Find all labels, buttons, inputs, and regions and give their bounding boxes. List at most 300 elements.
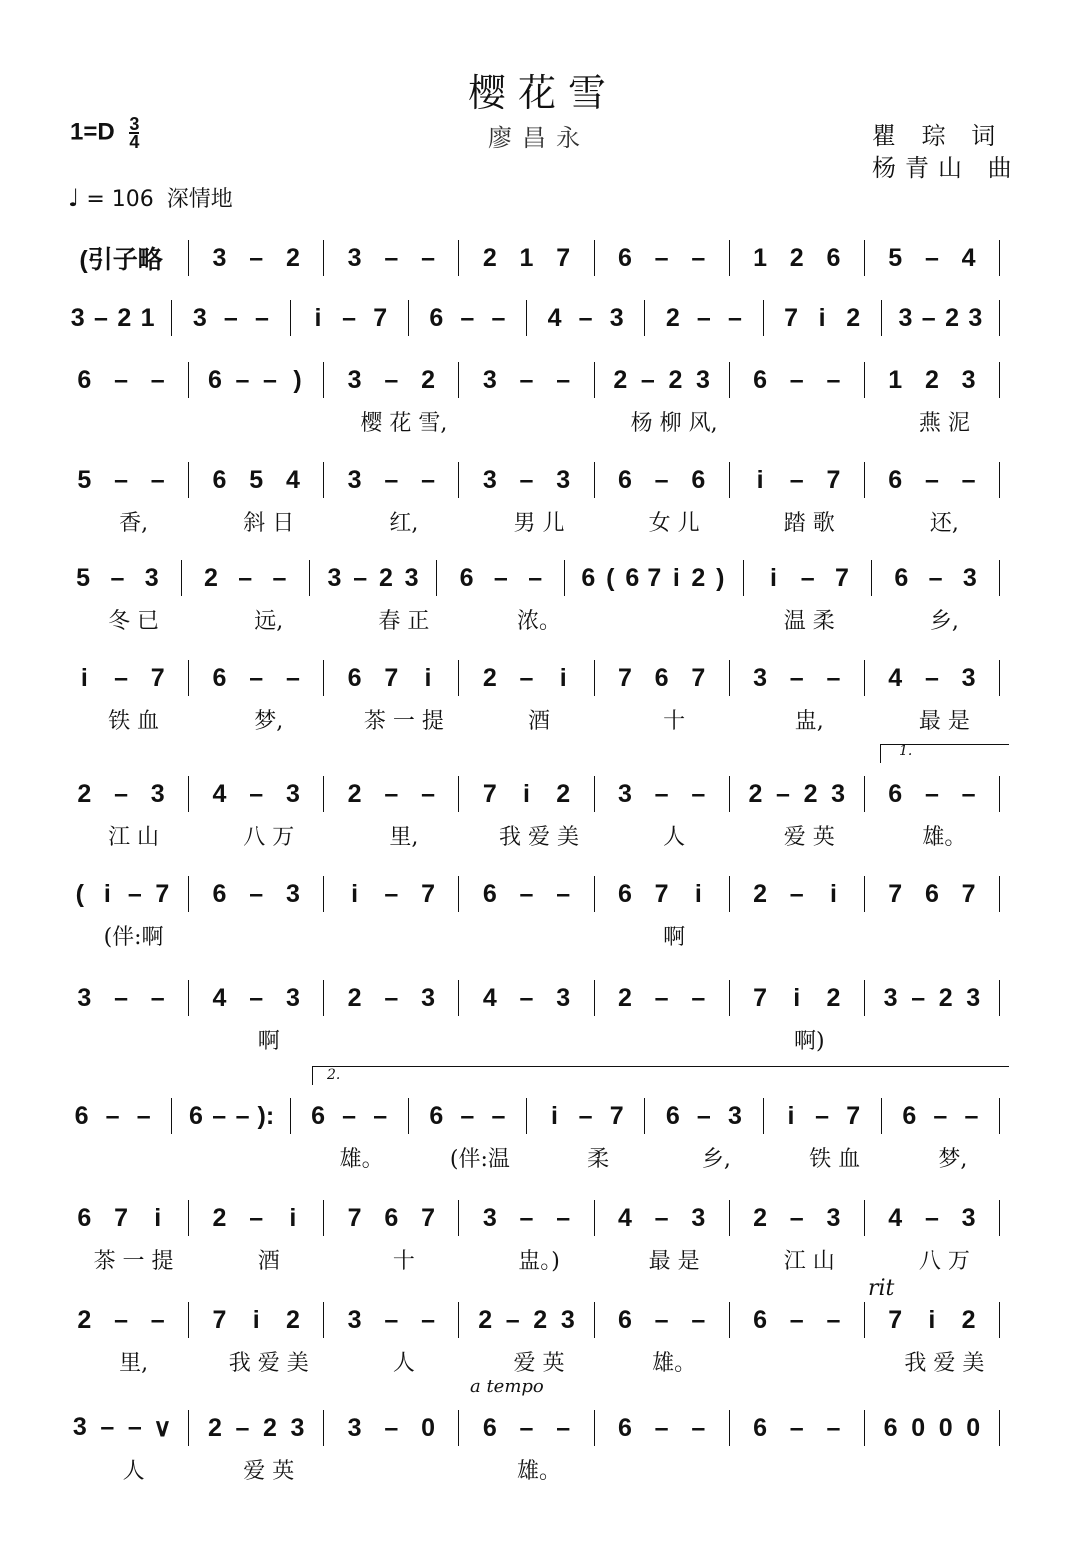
measure xyxy=(66,240,176,276)
note: 7 xyxy=(482,779,497,808)
measure xyxy=(201,1204,311,1233)
note: 6 xyxy=(482,879,497,908)
note: 6 xyxy=(894,563,909,592)
score-line xyxy=(66,358,1012,402)
note: i xyxy=(694,879,702,908)
bar-line xyxy=(999,1410,1000,1446)
note: 2 xyxy=(347,779,362,808)
note: 2 xyxy=(556,779,571,808)
note: – xyxy=(924,243,939,272)
note: – xyxy=(654,1413,669,1442)
note: – xyxy=(235,365,250,394)
measure xyxy=(877,780,987,809)
tempo-expression: 深情地 xyxy=(166,187,233,212)
note: 3 xyxy=(961,663,976,692)
note: 2 xyxy=(207,1413,222,1442)
note: – xyxy=(961,465,976,494)
note: 7 xyxy=(784,303,798,332)
measure xyxy=(607,984,717,1013)
note: – xyxy=(654,779,669,808)
bar-line xyxy=(729,240,730,276)
note: 7 xyxy=(846,1101,861,1130)
note: – xyxy=(519,983,534,1012)
measure xyxy=(742,880,852,909)
note: 6 xyxy=(311,1101,325,1130)
note: 6 xyxy=(753,1305,767,1334)
note: – xyxy=(691,1413,706,1442)
note: – xyxy=(263,365,277,394)
bar-line xyxy=(408,1098,409,1134)
measure xyxy=(607,664,717,693)
notes-row xyxy=(66,656,1012,700)
note: 7 xyxy=(888,879,903,908)
note: 2 xyxy=(204,563,218,592)
note: i xyxy=(424,663,432,692)
lyric: 啊) xyxy=(793,1029,825,1054)
bar-line xyxy=(188,776,189,812)
measure xyxy=(776,1102,869,1131)
score-line xyxy=(66,1406,1012,1450)
measure xyxy=(66,1413,176,1443)
bar-line xyxy=(729,1410,730,1446)
lyric: 爱 英 xyxy=(243,1459,295,1484)
bar-line xyxy=(729,980,730,1016)
bar-line xyxy=(594,980,595,1016)
note: 5 xyxy=(77,465,92,494)
note: 0 xyxy=(911,1413,926,1442)
note: – xyxy=(342,1101,357,1130)
note: i xyxy=(289,1203,297,1232)
note: 1 xyxy=(140,303,155,332)
lyric: 雄。 xyxy=(652,1351,697,1376)
measure xyxy=(877,466,987,495)
note: 3 xyxy=(560,1305,575,1334)
measure xyxy=(336,664,446,693)
lyric xyxy=(336,1454,471,1485)
measure xyxy=(201,466,311,495)
bar-line xyxy=(458,776,459,812)
bar-line xyxy=(594,1410,595,1446)
bar-line xyxy=(999,560,1000,596)
note: – xyxy=(654,1203,669,1232)
note: 5 xyxy=(888,243,903,272)
lyric xyxy=(877,1024,1012,1055)
bar-line xyxy=(999,876,1000,912)
note: 3 xyxy=(961,365,976,394)
note: – xyxy=(519,663,534,692)
note: i xyxy=(522,779,530,808)
lyric xyxy=(336,920,471,951)
note: – xyxy=(249,779,264,808)
note: – xyxy=(238,563,253,592)
lyric: 里, xyxy=(119,1351,149,1376)
note: 2 xyxy=(789,243,804,272)
lyric: 女 儿 xyxy=(648,511,700,536)
bar-line xyxy=(864,1410,865,1446)
note: – xyxy=(249,983,264,1012)
measure xyxy=(201,880,311,909)
lyrics-row xyxy=(66,820,1012,851)
note: 3 xyxy=(192,303,207,332)
bar-line xyxy=(729,660,730,696)
bar-line xyxy=(323,462,324,498)
measure xyxy=(877,244,987,273)
measure xyxy=(336,366,446,395)
measure xyxy=(421,304,514,333)
lyric: 啊 xyxy=(663,925,686,950)
notes-row xyxy=(66,772,1012,816)
note: 6 xyxy=(617,243,632,272)
lyric: 爱 英 xyxy=(783,825,835,850)
note: 2 xyxy=(924,365,939,394)
measure xyxy=(471,984,581,1013)
score-line xyxy=(66,656,1012,700)
note: – xyxy=(114,1305,128,1334)
a-tempo-marking: a tempo xyxy=(470,1376,544,1397)
note: – xyxy=(114,663,128,692)
note: – xyxy=(384,779,399,808)
note: 2 xyxy=(753,879,767,908)
note: – xyxy=(421,243,435,272)
note: – xyxy=(127,879,142,908)
lyric: 江 山 xyxy=(783,1249,835,1274)
note: – xyxy=(519,365,534,394)
note: 2 xyxy=(482,663,497,692)
measure xyxy=(184,1102,277,1131)
note: 3 xyxy=(347,365,362,394)
lyric: 斜 日 xyxy=(243,511,295,536)
bar-line xyxy=(188,980,189,1016)
note: – xyxy=(285,663,300,692)
note: – xyxy=(110,563,125,592)
note: – xyxy=(249,1203,264,1232)
note: 3 xyxy=(285,879,300,908)
note: – xyxy=(384,465,399,494)
note: – xyxy=(114,465,128,494)
bar-line xyxy=(323,1302,324,1338)
note: 3 xyxy=(883,983,898,1012)
note: – xyxy=(556,1203,571,1232)
note: 6 xyxy=(902,1101,917,1130)
lyric xyxy=(184,1142,302,1173)
note: 3 xyxy=(290,1413,305,1442)
note: 6 xyxy=(188,1101,203,1130)
key-label: 1=D xyxy=(70,118,115,146)
note: i xyxy=(252,1305,260,1334)
measure xyxy=(201,1306,311,1335)
measure xyxy=(877,984,987,1013)
note: – xyxy=(491,303,506,332)
bar-line xyxy=(743,560,744,596)
note: 7 xyxy=(691,663,706,692)
note: 3 xyxy=(898,303,913,332)
note: 3 xyxy=(962,563,977,592)
note: i xyxy=(80,663,88,692)
lyric: 酒 xyxy=(527,709,550,734)
bar-line xyxy=(309,560,310,596)
measure xyxy=(66,984,176,1013)
lyric: 冬 已 xyxy=(108,609,160,634)
bar-line xyxy=(729,1302,730,1338)
note: i xyxy=(818,303,826,332)
measure xyxy=(884,564,987,593)
time-signature xyxy=(129,116,139,150)
lyric: 樱 花 雪, xyxy=(360,411,448,436)
note: – xyxy=(114,365,128,394)
lyric: 燕 泥 xyxy=(918,411,970,436)
bar-line xyxy=(729,1200,730,1236)
score-line xyxy=(66,1196,1012,1240)
notes-row xyxy=(66,1406,1012,1450)
measure xyxy=(607,366,717,395)
score-line xyxy=(66,556,1012,600)
measure xyxy=(184,304,277,333)
note: 3 xyxy=(347,465,362,494)
note: – xyxy=(493,563,508,592)
note: – xyxy=(928,563,943,592)
lyric: 我 爱 美 xyxy=(498,825,579,850)
measure xyxy=(336,984,446,1013)
bar-line xyxy=(864,876,865,912)
note: 7 xyxy=(347,1203,362,1232)
lyric xyxy=(66,1142,184,1173)
note: – xyxy=(789,365,804,394)
note: – xyxy=(235,1413,250,1442)
measure xyxy=(742,244,852,273)
lyric xyxy=(877,1454,1012,1485)
bar-line xyxy=(999,362,1000,398)
note: – xyxy=(789,663,804,692)
notes-row xyxy=(66,358,1012,402)
bar-line xyxy=(999,1200,1000,1236)
measure xyxy=(471,244,581,273)
lyricist: 瞿 琮 词 xyxy=(872,122,1005,150)
note: – xyxy=(654,1305,669,1334)
note: – xyxy=(384,983,399,1012)
measure xyxy=(336,466,446,495)
bar-line xyxy=(171,1098,172,1134)
note: – xyxy=(342,303,357,332)
note: 6 xyxy=(207,365,222,394)
note: – xyxy=(384,243,399,272)
note: – xyxy=(911,983,926,1012)
note: 7 xyxy=(155,879,170,908)
lyrics-row xyxy=(66,920,1012,951)
note: ∨ xyxy=(153,1414,172,1442)
lyric: 杨 柳 风, xyxy=(630,411,718,436)
volta-2-label: 2. xyxy=(327,1067,341,1083)
volta-1-bracket xyxy=(880,744,1009,763)
lyric: 最 是 xyxy=(918,709,970,734)
note: 6 xyxy=(617,1305,632,1334)
lyric xyxy=(607,1024,742,1055)
note: 3 xyxy=(150,779,165,808)
note: 1 xyxy=(753,243,767,272)
note: i xyxy=(559,663,567,692)
note: – xyxy=(640,365,655,394)
note: i xyxy=(793,983,801,1012)
measure xyxy=(201,1414,311,1443)
note: – xyxy=(460,303,475,332)
lyric: 踏 歌 xyxy=(783,511,835,536)
lyric: 香, xyxy=(119,511,149,536)
lyrics-row xyxy=(66,406,1012,437)
note: – xyxy=(491,1101,506,1130)
rit-marking: rit xyxy=(868,1276,895,1301)
note: – xyxy=(421,1305,435,1334)
note: 3 xyxy=(347,1305,362,1334)
lyric: 温 柔 xyxy=(783,609,835,634)
note: 2 xyxy=(263,1413,277,1442)
bar-line xyxy=(999,776,1000,812)
note: 7 xyxy=(654,879,669,908)
note: 3 xyxy=(617,779,632,808)
note: – xyxy=(114,779,128,808)
note: 4 xyxy=(961,243,976,272)
note: – xyxy=(921,303,936,332)
bar-line xyxy=(729,462,730,498)
note: 4 xyxy=(617,1203,632,1232)
bar-line xyxy=(526,300,527,336)
measure xyxy=(201,984,311,1013)
note: 3 xyxy=(327,563,342,592)
note: 2 xyxy=(378,563,393,592)
lyrics-row xyxy=(66,604,1012,635)
note: 7 xyxy=(556,243,571,272)
lyric xyxy=(66,1024,201,1055)
note: 4 xyxy=(888,1203,903,1232)
note: 2 xyxy=(533,1305,548,1334)
measure xyxy=(742,466,852,495)
note: – xyxy=(578,1101,593,1130)
note: – xyxy=(519,879,534,908)
note: – xyxy=(789,1203,804,1232)
lyric: (伴:温 xyxy=(449,1147,510,1172)
note: 3 xyxy=(556,465,571,494)
note: – xyxy=(826,663,841,692)
lyric: 盅, xyxy=(794,709,824,734)
note: 2 xyxy=(478,1305,493,1334)
lyric xyxy=(742,406,877,437)
lyric: 铁 血 xyxy=(809,1147,861,1172)
note: i xyxy=(314,303,322,332)
measure xyxy=(201,664,311,693)
bar-line xyxy=(188,240,189,276)
bar-line xyxy=(323,1200,324,1236)
note: 7 xyxy=(373,303,388,332)
note: 7 xyxy=(753,983,767,1012)
volta-1-label: 1. xyxy=(899,743,913,759)
bar-line xyxy=(290,1098,291,1134)
note: – xyxy=(249,663,264,692)
measure xyxy=(471,1414,581,1443)
bar-line xyxy=(594,240,595,276)
lyrics-row xyxy=(66,506,1012,537)
lyric xyxy=(877,920,1012,951)
bar-line xyxy=(323,876,324,912)
measure xyxy=(539,1102,632,1131)
bar-line xyxy=(458,362,459,398)
score-line xyxy=(66,772,1012,816)
measure xyxy=(471,1204,581,1233)
bar-line xyxy=(729,362,730,398)
note: 6 xyxy=(77,365,92,394)
measure xyxy=(894,1102,987,1131)
lyric xyxy=(471,920,606,951)
lyric xyxy=(742,1454,877,1485)
measure xyxy=(539,304,632,333)
note: 2 xyxy=(945,303,959,332)
note: i xyxy=(154,1203,162,1232)
bar-line xyxy=(729,776,730,812)
bar-line xyxy=(188,462,189,498)
bar-line xyxy=(323,240,324,276)
lyric: 酒 xyxy=(257,1249,280,1274)
lyric xyxy=(201,406,336,437)
note: 3 xyxy=(968,303,983,332)
lyric: 乡, xyxy=(929,609,959,634)
note: – xyxy=(519,465,534,494)
measure xyxy=(66,1204,176,1233)
bar-line xyxy=(594,462,595,498)
time-sig-bottom: 4 xyxy=(129,132,140,152)
note: i xyxy=(769,563,777,592)
note: 3 xyxy=(691,1203,706,1232)
bar-line xyxy=(864,362,865,398)
lyric xyxy=(742,920,877,951)
measure xyxy=(877,366,987,395)
note: 7 xyxy=(114,1203,128,1232)
note: ) xyxy=(293,365,302,394)
bar-line xyxy=(864,1302,865,1338)
note: 0 xyxy=(421,1413,435,1442)
bar-line xyxy=(644,1098,645,1134)
measure xyxy=(66,304,159,333)
measure xyxy=(66,466,176,495)
bar-line xyxy=(188,1410,189,1446)
song-title: 樱花雪 xyxy=(468,71,619,115)
score-line xyxy=(66,1094,1012,1138)
note: 2 xyxy=(753,1203,767,1232)
lyric: 远, xyxy=(254,609,284,634)
note: 2 xyxy=(77,1305,92,1334)
note: 6 xyxy=(826,243,841,272)
note: 7 xyxy=(647,563,662,592)
bar-line xyxy=(458,1200,459,1236)
lyric: 茶 一 提 xyxy=(363,709,444,734)
measure xyxy=(742,664,852,693)
lyric: 茶 一 提 xyxy=(93,1249,174,1274)
note: 7 xyxy=(150,663,165,692)
singer-name: 廖昌永 xyxy=(488,124,590,152)
note: i xyxy=(829,879,837,908)
lyric xyxy=(471,406,606,437)
note: 2 xyxy=(482,243,497,272)
lyrics-row xyxy=(66,1454,1012,1485)
note: i xyxy=(756,465,764,494)
notes-row xyxy=(66,872,1012,916)
bar-line xyxy=(188,876,189,912)
tempo-value: = 106 xyxy=(86,187,154,212)
lyric: 人 xyxy=(663,825,686,850)
note: – xyxy=(654,983,669,1012)
bar-line xyxy=(323,980,324,1016)
note: – xyxy=(924,663,939,692)
bar-line xyxy=(188,1302,189,1338)
notes-row xyxy=(66,296,1012,340)
measure xyxy=(657,304,750,333)
note: 6 xyxy=(753,365,767,394)
